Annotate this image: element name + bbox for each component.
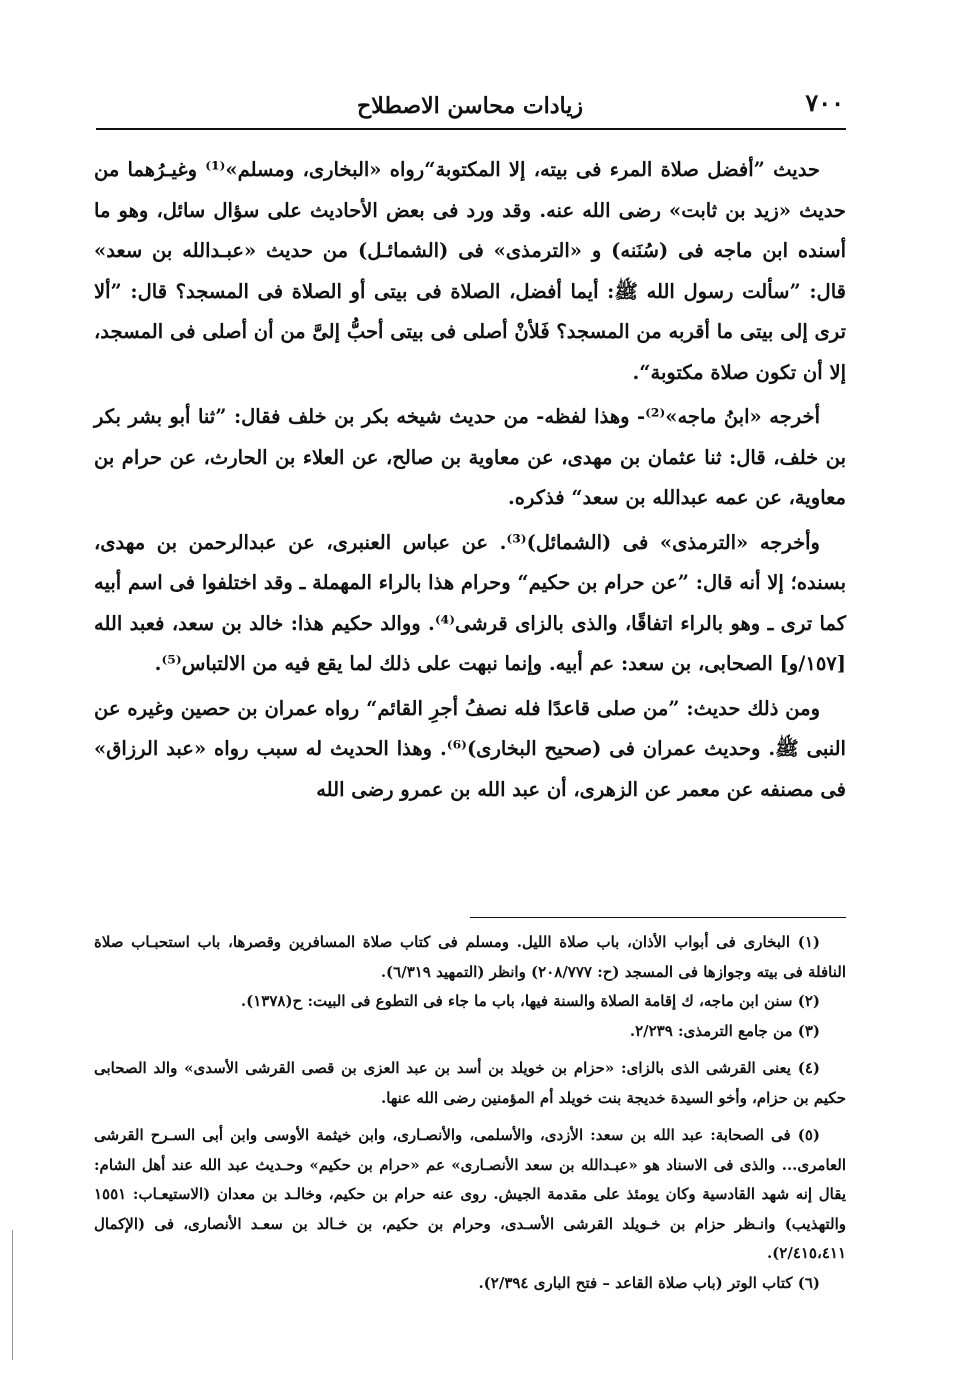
footnotes (94, 928, 846, 1298)
page-header (96, 88, 844, 124)
footnote-separator (470, 917, 846, 918)
footnote-5: (٥) فى الصحابة: عبد الله بن سعد: الأزدى، والأسلمى، والأنصـارى، وابن خيثمة الأوسى وابن أبى السـرح القرشى العامرى... والذى فى الاسناد هو «عبـدالله بن سعد الأنصـارى» عم «حرام بن حكيم» وحـديث عبد الله عند أهل الشام: يقال إنه شهد القادسية وكان يومئذ على مقدمة الجيش. روى عنه حرام بن حكيم، وخالـد بن معدان (الاستيعـاب: ١٥٥١ والتهذيب) وانـظر حزام بن خـويلد القرشى الأسـدى، وحرام بن حكيم، بن خـالد بن سعـد الأنصارى، فى (الإكمال ٢/٤١٥،٤١١). (94, 1126, 846, 1262)
footnote-1: (١) البخارى فى أبواب الأذان، باب صلاة الليل. ومسلم فى كتاب صلاة المسافرين وقصرها، باب استحبـاب صلاة النافلة فى بيته وجوازها فى المسجد (ح: ٢٠٨/٧٧٧) وانظر (التمهيد ٦/٣١٩). (94, 933, 846, 981)
running-title: زيادات محاسن الاصطلاح (357, 93, 583, 119)
footnote-3: (٣) من جامع الترمذى: ٢/٢٣٩. (629, 1021, 820, 1040)
footnote-2: (٢) سنن ابن ماجه، ك إقامة الصلاة والسنة فيها، باب ما جاء فى التطوع فى البيت: ح(١٣٧٨). (240, 992, 820, 1010)
paragraph-4: ومن ذلك حديث: ”من صلى قاعدًا فله نصفُ أجرِ القائم“ رواه عمران بن حصين وغيره عن النبى ﷺ. وحديث عمران فى (صحيح البخارى)⁽⁶⁾. وهذا الحديث له سبب رواه «عبد الرزاق» فى مصنفه عن معمر عن الزهرى، أن عبد الله بن عمرو رضى الله (94, 696, 846, 801)
header-rule (96, 128, 846, 130)
footnote-4: (٤) يعنى القرشى الذى بالزاى: «حزام بن خويلد بن أسد بن عبد العزى بن قصى القرشى الأسدى» والد الصحابى حكيم بن حزام، وأخو السيدة خديجة بنت خويلد أم المؤمنين رضى الله عنها. (94, 1059, 846, 1107)
footnote-6: (٦) كتاب الوتر (باب صلاة القاعد – فتح البارى ٢/٣٩٤). (478, 1273, 820, 1292)
paragraph-1: حديث ”أفضل صلاة المرء فى بيته، إلا المكتوبة“رواه «البخارى، ومسلم»⁽¹⁾ وغيـرُهما من حديث «زيد بن ثابت» رضى الله عنه. وقد ورد فى بعض الأحاديث على سؤال سائل، وهو ما أسنده ابن ماجه فى (سُنَنه) و «الترمذى» فى (الشمائـل) من حديث «عبـدالله بن سعد» قال: ”سألت رسول الله ﷺ: أيما أفضل، الصلاة فى بيتى أو الصلاة فى المسجد؟ قال: ”ألا ترى إلى بيتى ما أقربه من المسجد؟ فَلأنْ أصلى فى بيتى أحبُّ إلىَّ من أن أصلى فى المسجد، إلا أن تكون صلاة مكتوبة“. (94, 158, 846, 384)
page-number: ٧٠٠ (805, 88, 844, 117)
paragraph-2: أخرجه «ابنُ ماجه»⁽²⁾- وهذا لفظه- من حديث شيخه بكر بن خلف فقال: ”ثنا أبو بشر بكر بن خلف، قال: ثنا عثمان بن مهدى، عن معاوية بن صالح، عن العلاء بن الحارث، عن حرام بن معاوية، عن عمه عبدالله بن سعد“ فذكره. (94, 405, 846, 509)
main-text (94, 150, 846, 810)
scan-edge-line (12, 1230, 13, 1360)
paragraph-3: وأخرجه «الترمذى» فى (الشمائل)⁽³⁾. عن عباس العنبرى، عن عبدالرحمن بن مهدى، بسنده؛ إلا أنه قال: ”عن حرام بن حكيم“ وحرام هذا بالراء المهملة ـ وقد اختلفوا فى اسم أبيه كما ترى ـ وهو بالراء اتفاقًا، والذى بالزاى قرشى⁽⁴⁾. ووالد حكيم هذا: خالد بن سعد، فعبد الله [١٥٧/و] الصحابى، بن سعد: عم أبيه. وإنما نبهت على ذلك لما يقع فيه من الالتباس⁽⁵⁾. (94, 530, 846, 675)
